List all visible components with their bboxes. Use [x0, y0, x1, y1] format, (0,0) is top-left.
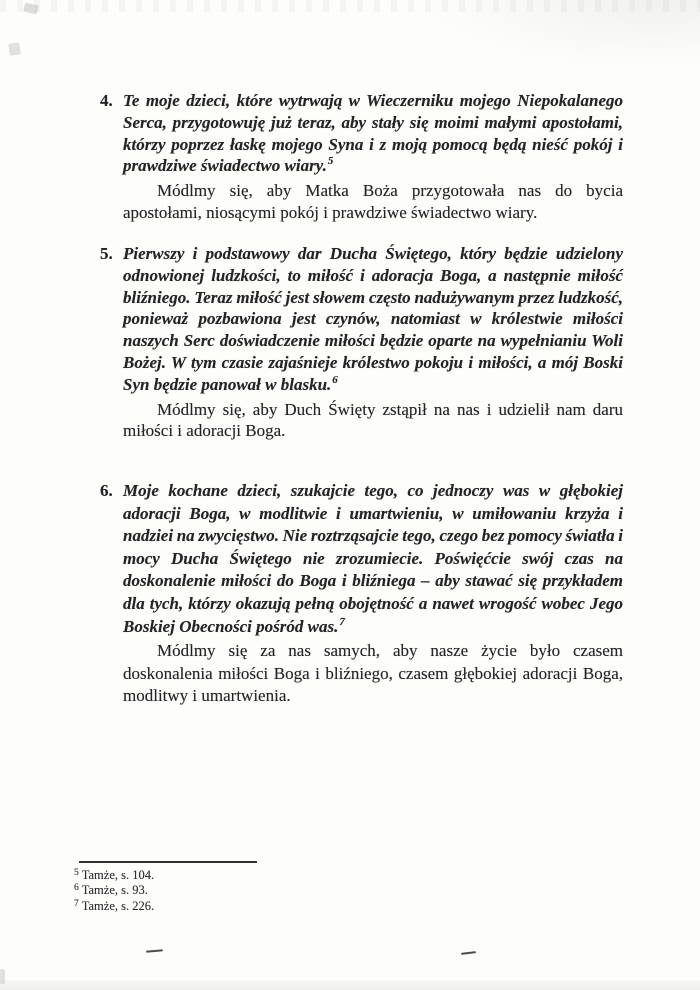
footnote-number: 5: [74, 868, 79, 878]
text-line: [123, 640, 623, 663]
scan-smudge-mark: [8, 42, 21, 55]
text-line: [123, 548, 623, 571]
text-line: [123, 685, 623, 708]
quote-paragraph: [123, 243, 623, 399]
text-run: doskonalenie miłości do Boga i bliźniega – aby stawać się przykładem: [123, 571, 623, 591]
footnote: [73, 900, 257, 915]
quote-paragraph: [123, 480, 623, 640]
text-line: [123, 399, 623, 421]
text-run: Boskiej Obecności pośród was.: [123, 616, 339, 636]
text-run: nadziei na zwycięstwo. Nie roztrząsajcie tego, czego bez pomocy światła i: [123, 526, 623, 546]
footnote-text: Tamże, s. 226.: [81, 898, 155, 913]
footnote-text: Tamże, s. 93.: [81, 883, 148, 898]
text-run: Te moje dzieci, które wytrwają w Wieczerniku mojego Niepokalanego: [123, 91, 623, 110]
item-text: [123, 90, 623, 224]
text-line: [123, 202, 623, 224]
prayer-paragraph: [123, 399, 623, 443]
numbered-item: [100, 90, 623, 224]
text-run: Pierwszy i podstawowy dar Ducha Świętego, który będzie udzielony: [123, 244, 623, 263]
item-text: [123, 480, 623, 708]
footnote-reference: 6: [332, 373, 338, 386]
text-line: [123, 134, 623, 156]
text-run: Módlmy się, aby Matka Boża przygotowała nas do bycia: [157, 181, 623, 201]
text-line: [123, 308, 623, 330]
prayer-paragraph: [123, 640, 623, 708]
text-run: Serca, przygotowuję już teraz, aby stały się moimi małymi apostołami,: [123, 112, 623, 132]
footnotes-section: [73, 855, 257, 915]
item-number: 5.: [100, 244, 113, 263]
text-run: którzy poprzez łaskę mojego Syna i z moją pomocą będą nieść pokój i: [123, 134, 623, 154]
text-line: [123, 180, 623, 202]
footnote-reference: 5: [327, 155, 334, 168]
text-line: [123, 503, 623, 526]
footnote: [73, 869, 257, 884]
text-line: [123, 374, 623, 399]
item-number: 6.: [100, 481, 113, 500]
text-line: [123, 287, 623, 309]
item-text: [123, 243, 623, 442]
footnote-number: 6: [74, 883, 79, 894]
text-run: ponieważ pozbawiona jest czynów, natomiast w królestwie miłości: [123, 309, 623, 329]
text-run: dla tych, którzy okazują pełną obojętność a nawet wrogość wobec Jego: [123, 593, 623, 613]
text-line: [123, 330, 623, 352]
text-run: modlitwy i umartwienia.: [123, 686, 291, 706]
text-line: [123, 570, 623, 593]
text-line: [123, 265, 623, 287]
item-number: 4.: [100, 91, 113, 110]
text-run: mocy Ducha Świętego nie zrozumiecie. Poświęćcie swój czas na: [123, 548, 623, 568]
text-line: [123, 663, 623, 686]
text-line: [123, 243, 623, 265]
text-run: Moje kochane dzieci, szukajcie tego, co jednoczy was w głębokiej: [123, 481, 623, 500]
text-run: Módlmy się, aby Duch Święty zstąpił na nas i udzielił nam daru: [157, 399, 623, 419]
text-line: [123, 616, 623, 641]
footnote-reference: 7: [339, 615, 345, 628]
text-line: [123, 593, 623, 616]
numbered-item: [100, 243, 623, 442]
handwritten-dash-mark: [461, 951, 476, 955]
text-run: doskonalenia miłości Boga i bliźniego, czasem głębokiej adoracji Boga,: [123, 663, 623, 683]
footnote-number: 7: [74, 898, 79, 909]
text-run: miłości i adoracji Boga.: [123, 421, 286, 441]
text-run: prawdziwe świadectwo wiary.: [123, 156, 327, 176]
scan-noise-bottom-edge: [0, 980, 700, 990]
scan-noise-top-right: [420, 0, 700, 70]
text-run: adoracji Boga, w modlitwie i umartwieniu, w umiłowaniu krzyża i: [123, 503, 623, 523]
text-line: [123, 525, 623, 548]
text-line: [123, 480, 623, 503]
numbered-item: [100, 480, 623, 708]
text-run: naszych Serc doświadczenie miłości będzie oparte na wypełnianiu Woli: [123, 331, 623, 351]
handwritten-dash-mark: [146, 949, 163, 952]
text-run: Syn będzie panował w blasku.: [123, 374, 332, 394]
prayer-paragraph: [123, 180, 623, 224]
text-run: odnowionej ludzkości, to miłość i adoracja Boga, a następnie miłość: [123, 265, 623, 285]
text-run: Bożej. W tym czasie zajaśnieje królestwo pokoju i miłości, a mój Boski: [123, 352, 623, 372]
text-run: apostołami, niosącymi pokój i prawdziwe świadectwo wiary.: [123, 202, 538, 222]
footnote: [73, 884, 257, 899]
footnote-text: Tamże, s. 104.: [81, 868, 155, 882]
text-run: Módlmy się za nas samych, aby nasze życie było czasem: [157, 641, 623, 661]
text-line: [123, 90, 623, 112]
scan-smudge-mark: [23, 3, 39, 15]
text-line: [123, 420, 623, 442]
text-line: [123, 352, 623, 374]
text-line: [123, 155, 623, 180]
text-run: bliźniego. Teraz miłość jest słowem często nadużywanym przez ludzkość,: [123, 287, 623, 307]
quote-paragraph: [123, 90, 623, 180]
text-line: [123, 112, 623, 134]
footnote-divider: [79, 861, 257, 863]
scan-smudge-mark: [0, 969, 5, 984]
